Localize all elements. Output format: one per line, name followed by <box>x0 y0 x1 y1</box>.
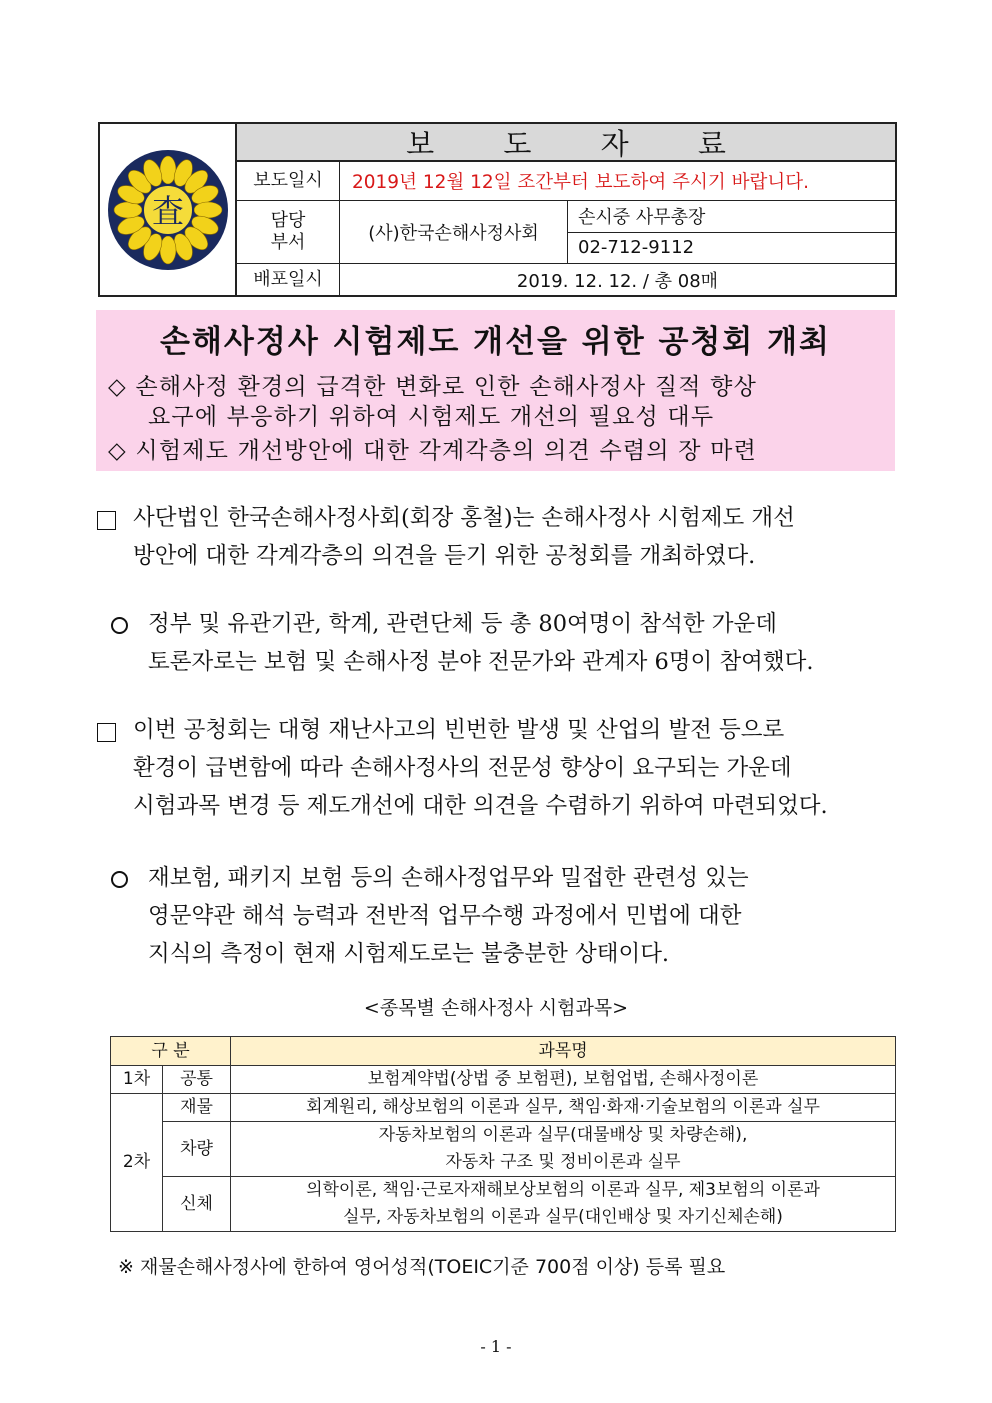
stage-cell: 2차 <box>111 1094 163 1232</box>
exam-subjects-table <box>110 1036 896 1232</box>
paragraph-4-line-1: 재보험, 패키지 보험 등의 손해사정업무와 밀접한 관련성 있는 <box>148 865 749 891</box>
table-header-row <box>111 1037 896 1066</box>
square-bullet-icon <box>97 723 116 742</box>
type-cell: 차량 <box>163 1122 231 1177</box>
contact-phone: 02-712-9112 <box>578 237 695 259</box>
logo-cell <box>100 124 237 295</box>
table-caption: <종목별 손해사정사 시험과목> <box>363 997 629 1019</box>
paragraph-4-line-3: 지식의 측정이 현재 시험제도로는 불충분한 상태이다. <box>148 941 670 967</box>
type-cell: 공통 <box>163 1066 231 1094</box>
circle-bullet-icon <box>111 871 128 888</box>
table-row <box>111 1122 896 1177</box>
summary-bullet-2: ◇ 시험제도 개선방안에 대한 각계각층의 의견 수렴의 장 마련 <box>108 438 758 464</box>
subject-cell: 회계원리, 해상보험의 이론과 실무, 책임·화재·기술보험의 이론과 실무 <box>231 1094 896 1122</box>
square-bullet-icon <box>97 511 116 530</box>
summary-box <box>96 310 895 471</box>
paragraph-4-line-2: 영문약관 해석 능력과 전반적 업무수행 과정에서 민법에 대한 <box>148 903 742 929</box>
department-label-text: 담당 부서 <box>270 210 306 253</box>
paragraph-2 <box>148 605 814 681</box>
release-date-label: 보도일시 <box>237 162 340 200</box>
department-label <box>237 201 340 263</box>
subject-cell <box>231 1177 896 1232</box>
subject-line: 실무, 자동차보험의 이론과 실무(대인배상 및 자기신체손해) <box>343 1207 783 1227</box>
subject-line: 자동차보험의 이론과 실무(대물배상 및 차량손해), <box>378 1125 748 1145</box>
summary-bullet-1-line-1: ◇ 손해사정 환경의 급격한 변화로 인한 손해사정사 질적 향상 <box>108 374 758 400</box>
press-release-header <box>98 122 897 297</box>
subject-line: 의학이론, 책임·근로자재해보상보험의 이론과 실무, 제3보험의 이론과 <box>306 1180 820 1200</box>
paragraph-2-line-1: 정부 및 유관기관, 학계, 관련단체 등 총 80여명이 참석한 가운데 <box>148 611 777 637</box>
distribution-date-value: 2019. 12. 12. / 총 08매 <box>516 270 719 292</box>
paragraph-3-line-3: 시험과목 변경 등 제도개선에 대한 의견을 수렴하기 위하여 마련되었다. <box>133 793 828 819</box>
subject-line: 자동차 구조 및 정비이론과 실무 <box>445 1152 681 1172</box>
paragraph-3-line-2: 환경이 급변함에 따라 손해사정사의 전문성 향상이 요구되는 가운데 <box>133 755 792 781</box>
subject-cell: 보험계약법(상법 중 보험편), 보험업법, 손해사정이론 <box>231 1066 896 1094</box>
header-category: 구 분 <box>111 1037 231 1066</box>
paragraph-1-line-2: 방안에 대한 각계각층의 의견을 듣기 위한 공청회를 개최하였다. <box>133 543 756 569</box>
table-row <box>111 1177 896 1232</box>
type-cell: 재물 <box>163 1094 231 1122</box>
table-row <box>111 1066 896 1094</box>
subject-cell <box>231 1122 896 1177</box>
distribution-date-label: 배포일시 <box>237 264 340 295</box>
paragraph-1 <box>133 499 795 575</box>
footnote: ※ 재물손해사정사에 한하여 영어성적(TOEIC기준 700점 이상) 등록 필요 <box>118 1256 726 1278</box>
paragraph-2-line-2: 토론자로는 보험 및 손해사정 분야 전문가와 관계자 6명이 참여했다. <box>148 649 814 675</box>
release-date-value: 2019년 12월 12일 조간부터 보도하여 주시기 바랍니다. <box>352 172 810 193</box>
circle-bullet-icon <box>111 617 128 634</box>
page-number: - 1 - <box>480 1337 512 1356</box>
paragraph-4 <box>148 859 749 973</box>
paragraph-3-line-1: 이번 공청회는 대형 재난사고의 빈번한 발생 및 산업의 발전 등으로 <box>133 717 785 743</box>
association-emblem-icon <box>106 148 230 272</box>
summary-bullet-1-line-2: 요구에 부응하기 위하여 시험제도 개선의 필요성 대두 <box>148 404 715 430</box>
paragraph-3 <box>133 711 828 825</box>
emblem-character: 査 <box>151 191 184 230</box>
contact-person: 손시중 사무총장 <box>568 201 895 233</box>
department-organization: (사)한국손해사정사회 <box>340 201 568 263</box>
headline: 손해사정사 시험제도 개선을 위한 공청회 개최 <box>160 324 831 360</box>
stage-cell: 1차 <box>111 1066 163 1094</box>
type-cell: 신체 <box>163 1177 231 1232</box>
document-type-title: 보 도 자 료 <box>237 124 895 162</box>
header-subject: 과목명 <box>231 1037 896 1066</box>
table-row <box>111 1094 896 1122</box>
paragraph-1-line-1: 사단법인 한국손해사정사회(회장 홍철)는 손해사정사 시험제도 개선 <box>133 505 795 531</box>
